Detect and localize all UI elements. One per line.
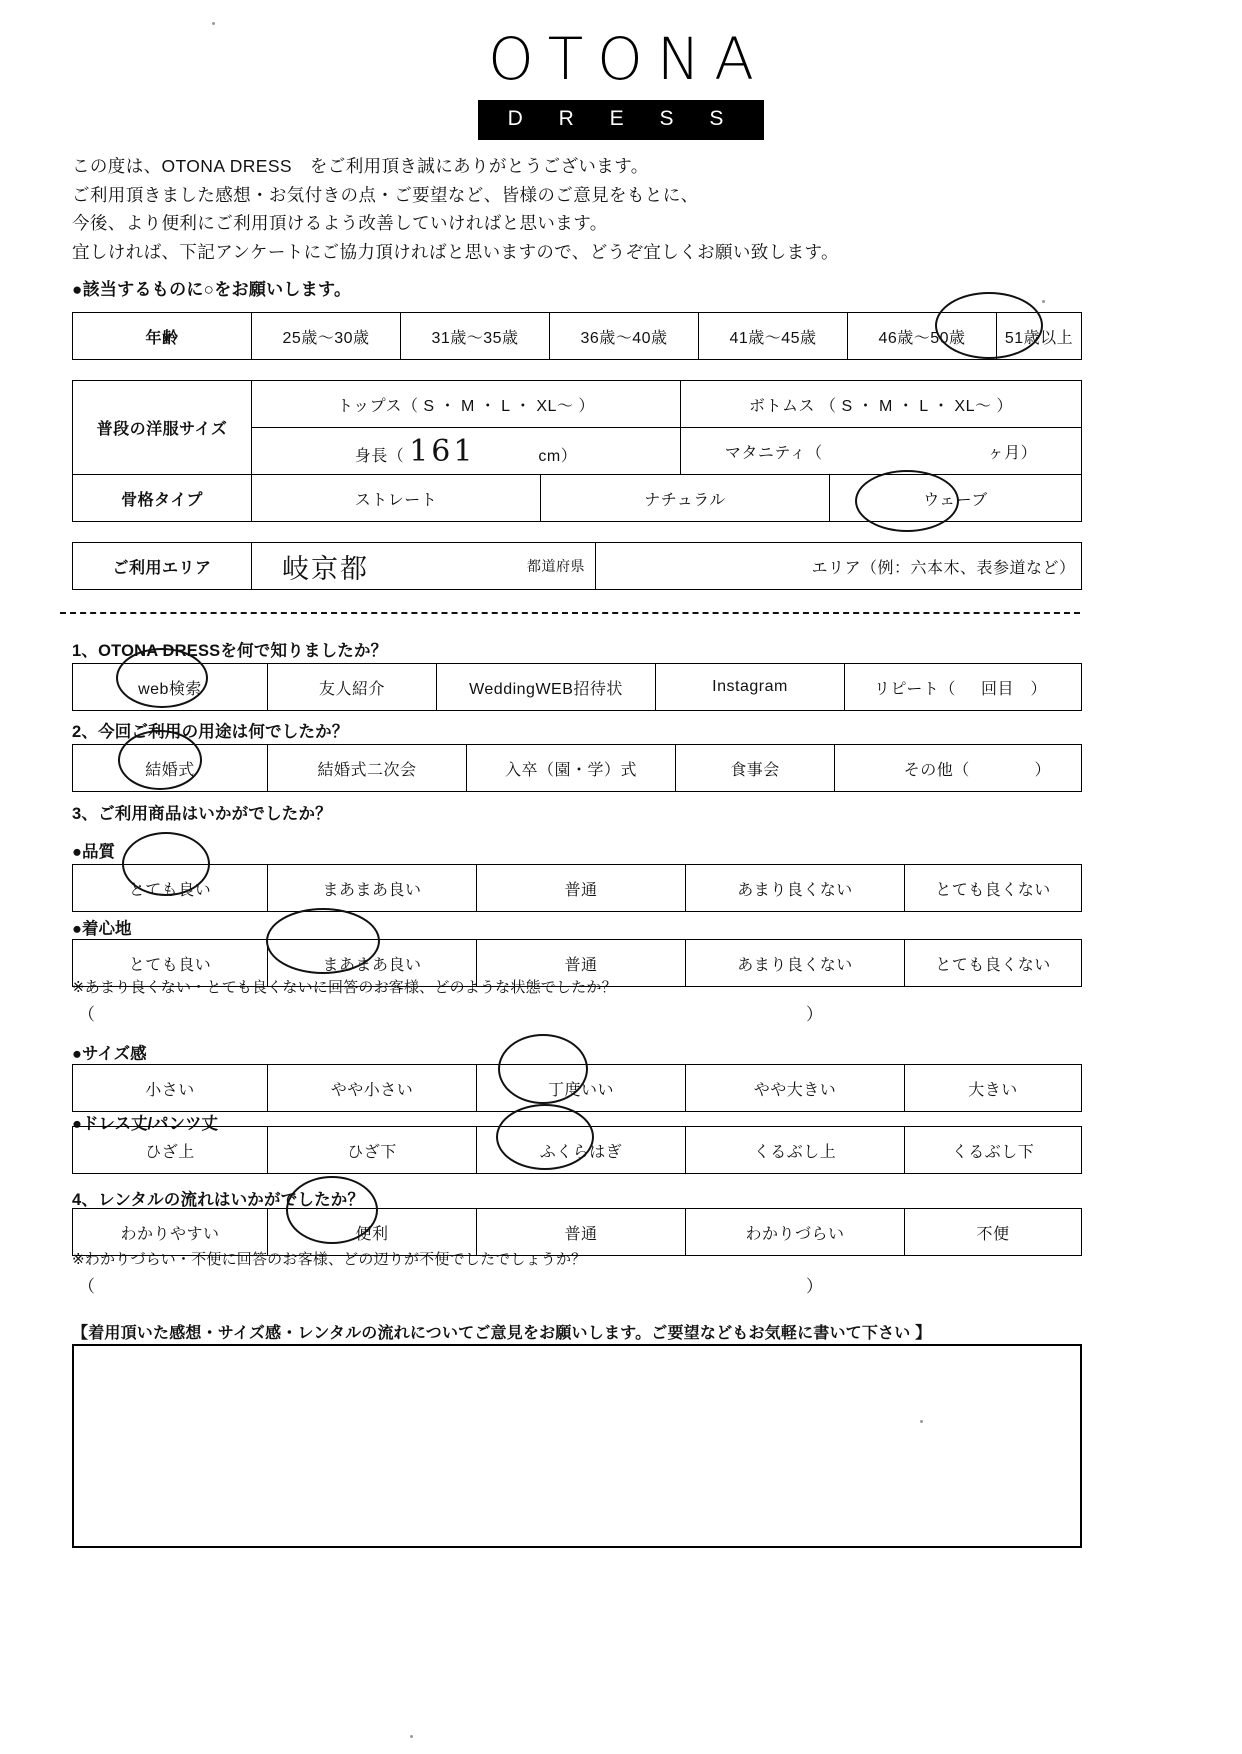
q3-length-calf[interactable]: ふくらはぎ [477, 1127, 686, 1174]
q2-options-table [72, 744, 1082, 792]
q3-fit-slightly-small[interactable]: やや小さい [268, 1065, 477, 1112]
intro-line-3: 今後、より便利にご利用頂けるよう改善していければと思います。 [72, 213, 608, 233]
size-tops-cell[interactable]: トップス（ S ・ M ・ L ・ XL～ ） [252, 381, 681, 428]
q3-comfort-very-bad[interactable]: とても良くない [905, 940, 1082, 987]
q3-fit-slightly-large[interactable]: やや大きい [686, 1065, 905, 1112]
question-1-heading: 1、OTONA DRESSを何で知りましたか？ [72, 642, 388, 660]
free-comment-box[interactable] [72, 1344, 1082, 1548]
question-4-heading: 4、レンタルの流れはいかがでしたか？ [72, 1191, 365, 1209]
bone-row-label: 骨格タイプ [73, 475, 252, 522]
q2-other-label: その他（ [903, 761, 970, 779]
q3-fit-label: ●サイズ感 [72, 1045, 147, 1063]
q3-comfort-answer-open-paren: （ [78, 1005, 95, 1024]
q3-quality-not-very-good[interactable]: あまり良くない [686, 865, 905, 912]
age-table [72, 312, 1082, 360]
q2-other-close-paren: ） [1034, 761, 1051, 779]
intro-line-2: ご利用頂きました感想・お気付きの点・ご要望など、皆様のご意見をもとに、 [72, 184, 699, 205]
height-handwritten-value: 161 [409, 433, 476, 469]
maternity-cell[interactable] [681, 428, 1082, 475]
q2-option-entrance-graduation[interactable]: 入卒（園・学）式 [467, 745, 676, 792]
q3-comfort-not-very-good[interactable]: あまり良くない [686, 940, 905, 987]
q4-option-hard-to-understand[interactable]: わかりづらい [686, 1209, 905, 1256]
q3-fit-table [72, 1064, 1082, 1112]
q3-comfort-followup-note: ※あまり良くない・とても良くないに回答のお客様、どのような状態でしたか？ [72, 979, 617, 996]
dashed-divider [60, 612, 1080, 614]
q1-options-table [72, 663, 1082, 711]
bone-type-table [72, 474, 1082, 522]
q1-repeat-label: リピート（ [874, 680, 956, 698]
q1-option-friend-referral[interactable]: 友人紹介 [268, 664, 437, 711]
q4-option-average[interactable]: 普通 [477, 1209, 686, 1256]
logo-dress-text: D R E S S [478, 100, 765, 140]
brand-logo [0, 25, 1242, 140]
usage-area-table [72, 542, 1082, 590]
intro-paragraph [72, 152, 839, 266]
question-3-heading: 3、ご利用商品はいかがでしたか？ [72, 805, 332, 823]
q2-option-dining[interactable]: 食事会 [676, 745, 835, 792]
prefecture-suffix-label: 都道府県 [527, 558, 585, 574]
table-row [73, 543, 1082, 590]
q3-quality-table [72, 864, 1082, 912]
age-option-36-40[interactable]: 36歳～40歳 [550, 313, 699, 360]
prefecture-handwritten-value: 岐京都 [282, 554, 369, 585]
area-detail-cell[interactable] [596, 543, 1082, 590]
q3-comfort-fairly-good[interactable]: まあまあ良い [268, 940, 477, 987]
q1-option-wedding-web-invite[interactable]: WeddingWEB招待状 [437, 664, 656, 711]
table-row [73, 865, 1082, 912]
prefecture-cell[interactable] [252, 543, 596, 590]
intro-line-4: 宜しければ、下記アンケートにご協力頂ければと思いますので、どうぞ宜しくお願い致します。 [72, 241, 839, 262]
q3-comfort-average[interactable]: 普通 [477, 940, 686, 987]
scan-speckle [920, 1420, 923, 1423]
q1-repeat-count-suffix: 回目 ） [980, 680, 1047, 698]
table-row [73, 381, 1082, 428]
q3-comfort-answer-close-paren: ） [806, 1005, 823, 1024]
q3-length-below-knee[interactable]: ひざ下 [268, 1127, 477, 1174]
age-option-25-30[interactable]: 25歳～30歳 [252, 313, 401, 360]
maternity-label: マタニティ（ [724, 444, 823, 462]
scan-speckle [212, 22, 215, 25]
section-heading-circle-instruction: ●該当するものに○をお願いします。 [72, 280, 352, 299]
q3-fit-large[interactable]: 大きい [905, 1065, 1082, 1112]
height-unit: cm） [538, 447, 578, 465]
q2-option-wedding[interactable]: 結婚式 [73, 745, 268, 792]
scan-speckle [1042, 300, 1045, 303]
q3-fit-small[interactable]: 小さい [73, 1065, 268, 1112]
q3-quality-fairly-good[interactable]: まあまあ良い [268, 865, 477, 912]
table-row [73, 745, 1082, 792]
q4-option-easy-to-understand[interactable]: わかりやすい [73, 1209, 268, 1256]
area-hint-label: エリア（例：六本木、表参道など） [811, 559, 1076, 577]
table-row [73, 1065, 1082, 1112]
size-bottoms-cell[interactable]: ボトムス （ S ・ M ・ L ・ XL～ ） [681, 381, 1082, 428]
q2-option-after-party[interactable]: 結婚式二次会 [268, 745, 467, 792]
q4-followup-note: ※わかりづらい・不便に回答のお客様、どの辺りが不便でしたでしょうか？ [72, 1251, 587, 1268]
q3-quality-average[interactable]: 普通 [477, 865, 686, 912]
table-row [73, 1127, 1082, 1174]
q3-quality-label: ●品質 [72, 843, 115, 861]
q1-option-web-search[interactable]: web検索 [73, 664, 268, 711]
age-row-label: 年齢 [73, 313, 252, 360]
age-option-31-35[interactable]: 31歳～35歳 [401, 313, 550, 360]
q4-answer-close-paren: ） [806, 1277, 823, 1296]
q3-quality-very-bad[interactable]: とても良くない [905, 865, 1082, 912]
table-row [73, 664, 1082, 711]
question-2-heading: 2、今回ご利用の用途は何でしたか？ [72, 723, 349, 741]
q3-quality-very-good[interactable]: とても良い [73, 865, 268, 912]
clothing-size-table [72, 380, 1082, 475]
q2-option-other[interactable] [835, 745, 1082, 792]
free-comment-heading: 【着用頂いた感想・サイズ感・レンタルの流れについてご意見をお願いします。ご要望などもお気軽に書いて下さい 】 [72, 1325, 932, 1342]
height-cell[interactable] [252, 428, 681, 475]
maternity-unit: ヶ月） [987, 444, 1038, 462]
q3-length-above-knee[interactable]: ひざ上 [73, 1127, 268, 1174]
size-row-label: 普段の洋服サイズ [73, 381, 252, 475]
q4-option-convenient[interactable]: 便利 [268, 1209, 477, 1256]
q3-comfort-label: ●着心地 [72, 920, 132, 938]
q3-length-below-ankle[interactable]: くるぶし下 [905, 1127, 1082, 1174]
bone-option-straight[interactable]: ストレート [252, 475, 541, 522]
q3-fit-just-right[interactable]: 丁度いい [477, 1065, 686, 1112]
height-label: 身長（ [354, 447, 405, 465]
area-row-label: ご利用エリア [73, 543, 252, 590]
q1-option-instagram[interactable]: Instagram [656, 664, 845, 711]
table-row [73, 475, 1082, 522]
q1-option-repeat[interactable] [845, 664, 1082, 711]
bone-option-wave[interactable]: ウェーブ [830, 475, 1082, 522]
age-option-46-50[interactable]: 46歳～50歳 [848, 313, 997, 360]
age-option-51-over[interactable]: 51歳以上 [997, 313, 1082, 360]
q3-length-table [72, 1126, 1082, 1174]
q4-answer-open-paren: （ [78, 1277, 95, 1296]
logo-otona-text: OTONA [488, 25, 768, 93]
q4-option-inconvenient[interactable]: 不便 [905, 1209, 1082, 1256]
q3-comfort-very-good[interactable]: とても良い [73, 940, 268, 987]
age-option-41-45[interactable]: 41歳～45歳 [699, 313, 848, 360]
q3-length-above-ankle[interactable]: くるぶし上 [686, 1127, 905, 1174]
table-row [73, 313, 1082, 360]
bone-option-natural[interactable]: ナチュラル [541, 475, 830, 522]
scan-speckle [410, 1735, 413, 1738]
q3-length-label: ●ドレス丈/パンツ丈 [72, 1115, 219, 1133]
intro-line-1: この度は、OTONA DRESS をご利用頂き誠にありがとうございます。 [72, 156, 649, 176]
